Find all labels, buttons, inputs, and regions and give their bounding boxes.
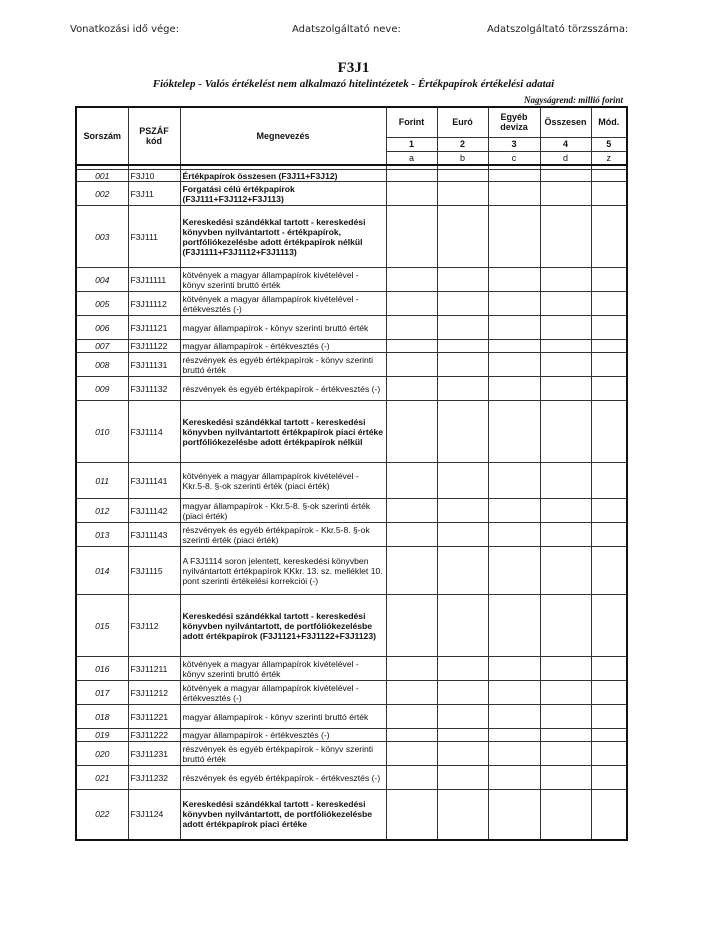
value-cell-mod[interactable]: [591, 340, 627, 353]
row-code: F3J1114: [128, 401, 180, 463]
value-cell-euro[interactable]: [437, 766, 488, 790]
table-row: [76, 499, 627, 523]
value-cell-osszesen[interactable]: [540, 766, 591, 790]
value-cell-egyeb-deviza[interactable]: [488, 790, 540, 840]
value-cell-mod[interactable]: [591, 316, 627, 340]
data-table: [75, 106, 628, 841]
row-code: F3J11221: [128, 705, 180, 729]
row-number: 006: [76, 316, 128, 340]
row-description: részvények és egyéb értékpapírok - értékvesztés (-): [182, 383, 381, 394]
row-description: kötvények a magyar állampapírok kivételével - értékvesztés (-): [182, 682, 359, 703]
row-description: részvények és egyéb értékpapírok - Kkr.5-8. §-ok szerinti érték (piaci érték): [182, 524, 370, 545]
col-letter-c: c: [488, 151, 540, 165]
value-cell-egyeb-deviza[interactable]: [488, 268, 540, 292]
value-cell-egyeb-deviza[interactable]: [488, 742, 540, 766]
row-description-cell: [180, 206, 386, 268]
row-code: F3J11232: [128, 766, 180, 790]
col-header-egyeb-deviza: Egyéb deviza: [488, 107, 540, 137]
value-cell-osszesen[interactable]: [540, 170, 591, 182]
value-cell-osszesen[interactable]: [540, 463, 591, 499]
row-description: Értékpapírok összesen (F3J11+F3J12): [182, 170, 338, 181]
value-cell-mod[interactable]: [591, 401, 627, 463]
row-number: 002: [76, 182, 128, 206]
row-description-cell: [180, 705, 386, 729]
row-description: Kereskedési szándékkal tartott - kereskedési könyvben nyilvántartott - értékpapírok, portfóliókezelésbe adott értékpapírok nélkül (F3J1111+F3J1112+F3J1113): [182, 216, 366, 257]
value-cell-forint[interactable]: [386, 463, 437, 499]
row-code: F3J11131: [128, 353, 180, 377]
col-letter-b: b: [437, 151, 488, 165]
row-description-cell: [180, 292, 386, 316]
value-cell-euro[interactable]: [437, 681, 488, 705]
value-cell-forint[interactable]: [386, 499, 437, 523]
value-cell-euro[interactable]: [437, 316, 488, 340]
value-cell-egyeb-deviza[interactable]: [488, 595, 540, 657]
col-header-osszesen: Összesen: [540, 107, 591, 137]
row-description: Forgatási célú értékpapírok (F3J111+F3J112+F3J113): [182, 183, 295, 204]
row-number: 021: [76, 766, 128, 790]
value-cell-osszesen[interactable]: [540, 790, 591, 840]
value-cell-osszesen[interactable]: [540, 206, 591, 268]
unit-label: Nagyságrend: millió forint: [523, 95, 623, 105]
row-number: 001: [76, 170, 128, 182]
value-cell-mod[interactable]: [591, 766, 627, 790]
value-cell-egyeb-deviza[interactable]: [488, 499, 540, 523]
row-code: F3J11112: [128, 292, 180, 316]
table-row: [76, 523, 627, 547]
value-cell-forint[interactable]: [386, 206, 437, 268]
row-description-cell: [180, 657, 386, 681]
row-description-cell: [180, 499, 386, 523]
value-cell-mod[interactable]: [591, 170, 627, 182]
value-cell-osszesen[interactable]: [540, 340, 591, 353]
provider-id-label: Adatszolgáltató törzsszáma:: [487, 24, 629, 35]
value-cell-egyeb-deviza[interactable]: [488, 401, 540, 463]
value-cell-mod[interactable]: [591, 523, 627, 547]
table-row: [76, 353, 627, 377]
value-cell-egyeb-deviza[interactable]: [488, 206, 540, 268]
value-cell-egyeb-deviza[interactable]: [488, 547, 540, 595]
row-code: F3J11212: [128, 681, 180, 705]
value-cell-euro[interactable]: [437, 377, 488, 401]
period-end-label: Vonatkozási idő vége:: [70, 24, 180, 35]
row-number: 003: [76, 206, 128, 268]
value-cell-egyeb-deviza[interactable]: [488, 292, 540, 316]
value-cell-mod[interactable]: [591, 292, 627, 316]
value-cell-euro[interactable]: [437, 705, 488, 729]
value-cell-mod[interactable]: [591, 595, 627, 657]
row-number: 008: [76, 353, 128, 377]
value-cell-egyeb-deviza[interactable]: [488, 463, 540, 499]
row-description-cell: [180, 523, 386, 547]
row-code: F3J11231: [128, 742, 180, 766]
value-cell-egyeb-deviza[interactable]: [488, 523, 540, 547]
value-cell-osszesen[interactable]: [540, 377, 591, 401]
row-description: magyar állampapírok - könyv szerinti bruttó érték: [182, 711, 369, 722]
value-cell-forint[interactable]: [386, 729, 437, 742]
table-row: [76, 316, 627, 340]
col-header-mod: Mód.: [591, 107, 627, 137]
row-description-cell: [180, 377, 386, 401]
value-cell-euro[interactable]: [437, 206, 488, 268]
col-letter-d: d: [540, 151, 591, 165]
value-cell-forint[interactable]: [386, 353, 437, 377]
value-cell-forint[interactable]: [386, 523, 437, 547]
table-row: [76, 463, 627, 499]
table-row: [76, 657, 627, 681]
row-description-cell: [180, 463, 386, 499]
value-cell-osszesen[interactable]: [540, 316, 591, 340]
value-cell-osszesen[interactable]: [540, 547, 591, 595]
row-description: részvények és egyéb értékpapírok - könyv szerinti bruttó érték: [182, 743, 374, 764]
value-cell-euro[interactable]: [437, 182, 488, 206]
value-cell-forint[interactable]: [386, 705, 437, 729]
value-cell-egyeb-deviza[interactable]: [488, 340, 540, 353]
row-code: F3J111: [128, 206, 180, 268]
row-number: 014: [76, 547, 128, 595]
value-cell-forint[interactable]: [386, 595, 437, 657]
value-cell-osszesen[interactable]: [540, 292, 591, 316]
value-cell-forint[interactable]: [386, 657, 437, 681]
provider-name-label: Adatszolgáltató neve:: [292, 24, 401, 35]
table-row: [76, 595, 627, 657]
col-header-forint: Forint: [386, 107, 437, 137]
col-num-2: 2: [437, 137, 488, 151]
row-description: kötvények a magyar állampapírok kivételével - könyv szerinti bruttó érték: [182, 269, 359, 290]
value-cell-forint[interactable]: [386, 790, 437, 840]
row-code: F3J11111: [128, 268, 180, 292]
table-row: [76, 182, 627, 206]
row-description: A F3J1114 soron jelentett, kereskedési könyvben nyilvántartott értékpapírok KKkr. 13. sz. melléklet 10. pont szerinti értékelési korrekciói (-): [182, 555, 383, 586]
row-number: 011: [76, 463, 128, 499]
row-description: kötvények a magyar állampapírok kivételével - Kkr.5-8. §-ok szerinti érték (piaci érték): [182, 470, 359, 491]
row-code: F3J11141: [128, 463, 180, 499]
value-cell-euro[interactable]: [437, 353, 488, 377]
row-description-cell: [180, 182, 386, 206]
row-code: F3J11122: [128, 340, 180, 353]
form-code: F3J1: [337, 60, 370, 76]
row-description-cell: [180, 340, 386, 353]
value-cell-forint[interactable]: [386, 547, 437, 595]
row-number: 013: [76, 523, 128, 547]
row-description: magyar állampapírok - Kkr.5-8. §-ok szerinti érték (piaci érték): [182, 500, 371, 521]
value-cell-euro[interactable]: [437, 657, 488, 681]
row-description: magyar állampapírok - könyv szerinti bruttó érték: [182, 322, 369, 333]
table-row: [76, 729, 627, 742]
row-number: 022: [76, 790, 128, 840]
value-cell-euro[interactable]: [437, 340, 488, 353]
row-number: 020: [76, 742, 128, 766]
row-number: 018: [76, 705, 128, 729]
table-row: [76, 401, 627, 463]
col-num-4: 4: [540, 137, 591, 151]
row-code: F3J1115: [128, 547, 180, 595]
value-cell-egyeb-deviza[interactable]: [488, 182, 540, 206]
row-number: 012: [76, 499, 128, 523]
value-cell-forint[interactable]: [386, 340, 437, 353]
value-cell-euro[interactable]: [437, 292, 488, 316]
row-description: részvények és egyéb értékpapírok - könyv szerinti bruttó érték: [182, 354, 374, 375]
value-cell-forint[interactable]: [386, 401, 437, 463]
row-number: 015: [76, 595, 128, 657]
value-cell-euro[interactable]: [437, 742, 488, 766]
col-letter-z: z: [591, 151, 627, 165]
row-description-cell: [180, 316, 386, 340]
value-cell-euro[interactable]: [437, 170, 488, 182]
row-description-cell: [180, 268, 386, 292]
table-row: [76, 742, 627, 766]
table-row: [76, 206, 627, 268]
table-row: [76, 681, 627, 705]
row-description: kötvények a magyar állampapírok kivételével - könyv szerinti bruttó érték: [182, 658, 359, 679]
value-cell-osszesen[interactable]: [540, 742, 591, 766]
value-cell-osszesen[interactable]: [540, 268, 591, 292]
value-cell-mod[interactable]: [591, 705, 627, 729]
value-cell-mod[interactable]: [591, 499, 627, 523]
row-code: F3J11222: [128, 729, 180, 742]
value-cell-osszesen[interactable]: [540, 499, 591, 523]
value-cell-egyeb-deviza[interactable]: [488, 377, 540, 401]
table-row: [76, 340, 627, 353]
col-letter-a: a: [386, 151, 437, 165]
value-cell-egyeb-deviza[interactable]: [488, 353, 540, 377]
value-cell-osszesen[interactable]: [540, 523, 591, 547]
value-cell-egyeb-deviza[interactable]: [488, 705, 540, 729]
value-cell-mod[interactable]: [591, 268, 627, 292]
row-description-cell: [180, 595, 386, 657]
table-row: [76, 790, 627, 840]
value-cell-osszesen[interactable]: [540, 353, 591, 377]
value-cell-forint[interactable]: [386, 766, 437, 790]
value-cell-mod[interactable]: [591, 657, 627, 681]
table-row: [76, 705, 627, 729]
row-number: 017: [76, 681, 128, 705]
value-cell-egyeb-deviza[interactable]: [488, 729, 540, 742]
form-title: Fióktelep - Valós értékelést nem alkalmazó hitelintézetek - Értékpapírok értékelési adatai: [152, 78, 555, 90]
value-cell-euro[interactable]: [437, 523, 488, 547]
table-row: [76, 170, 627, 182]
col-header-euro: Euró: [437, 107, 488, 137]
value-cell-mod[interactable]: [591, 790, 627, 840]
value-cell-egyeb-deviza[interactable]: [488, 681, 540, 705]
col-num-1: 1: [386, 137, 437, 151]
value-cell-osszesen[interactable]: [540, 182, 591, 206]
row-number: 004: [76, 268, 128, 292]
table-row: [76, 766, 627, 790]
row-description-cell: [180, 742, 386, 766]
table-row: [76, 547, 627, 595]
row-description-cell: [180, 401, 386, 463]
row-description-cell: [180, 353, 386, 377]
value-cell-forint[interactable]: [386, 316, 437, 340]
row-code: F3J1124: [128, 790, 180, 840]
row-code: F3J112: [128, 595, 180, 657]
value-cell-euro[interactable]: [437, 463, 488, 499]
value-cell-egyeb-deviza[interactable]: [488, 170, 540, 182]
row-description-cell: [180, 790, 386, 840]
row-description: magyar állampapírok - értékvesztés (-): [182, 730, 330, 740]
row-number: 005: [76, 292, 128, 316]
row-description: Kereskedési szándékkal tartott - kereskedési könyvben nyilvántartott, de portfóliókezelésbe adott értékpapírok (F3J1121+F3J1122+F3J1123): [182, 610, 376, 641]
row-description: magyar állampapírok - értékvesztés (-): [182, 341, 330, 351]
row-number: 019: [76, 729, 128, 742]
value-cell-forint[interactable]: [386, 182, 437, 206]
row-code: F3J11132: [128, 377, 180, 401]
value-cell-euro[interactable]: [437, 499, 488, 523]
value-cell-euro[interactable]: [437, 790, 488, 840]
value-cell-forint[interactable]: [386, 170, 437, 182]
row-description-cell: [180, 681, 386, 705]
value-cell-mod[interactable]: [591, 353, 627, 377]
col-header-pszaf-kod: PSZÁF kód: [128, 107, 180, 165]
value-cell-euro[interactable]: [437, 729, 488, 742]
row-number: 016: [76, 657, 128, 681]
value-cell-egyeb-deviza[interactable]: [488, 766, 540, 790]
row-description: kötvények a magyar állampapírok kivételével - értékvesztés (-): [182, 293, 359, 314]
row-description-cell: [180, 766, 386, 790]
row-code: F3J11: [128, 182, 180, 206]
row-description-cell: [180, 729, 386, 742]
value-cell-euro[interactable]: [437, 595, 488, 657]
row-description-cell: [180, 547, 386, 595]
row-number: 010: [76, 401, 128, 463]
row-number: 007: [76, 340, 128, 353]
col-num-5: 5: [591, 137, 627, 151]
col-header-megnevezes: Megnevezés: [180, 107, 386, 165]
value-cell-mod[interactable]: [591, 206, 627, 268]
value-cell-mod[interactable]: [591, 182, 627, 206]
value-cell-euro[interactable]: [437, 401, 488, 463]
row-code: F3J10: [128, 170, 180, 182]
table-row: [76, 377, 627, 401]
value-cell-osszesen[interactable]: [540, 705, 591, 729]
value-cell-egyeb-deviza[interactable]: [488, 316, 540, 340]
value-cell-mod[interactable]: [591, 547, 627, 595]
value-cell-forint[interactable]: [386, 742, 437, 766]
row-number: 009: [76, 377, 128, 401]
row-code: F3J11143: [128, 523, 180, 547]
value-cell-osszesen[interactable]: [540, 681, 591, 705]
value-cell-forint[interactable]: [386, 681, 437, 705]
value-cell-osszesen[interactable]: [540, 401, 591, 463]
value-cell-osszesen[interactable]: [540, 595, 591, 657]
table-row: [76, 292, 627, 316]
row-code: F3J11142: [128, 499, 180, 523]
value-cell-mod[interactable]: [591, 681, 627, 705]
row-code: F3J11121: [128, 316, 180, 340]
value-cell-osszesen[interactable]: [540, 657, 591, 681]
row-description: részvények és egyéb értékpapírok - értékvesztés (-): [182, 772, 381, 783]
row-code: F3J11211: [128, 657, 180, 681]
value-cell-mod[interactable]: [591, 742, 627, 766]
value-cell-forint[interactable]: [386, 377, 437, 401]
value-cell-mod[interactable]: [591, 377, 627, 401]
value-cell-mod[interactable]: [591, 729, 627, 742]
value-cell-forint[interactable]: [386, 268, 437, 292]
value-cell-osszesen[interactable]: [540, 729, 591, 742]
row-description: Kereskedési szándékkal tartott - kereskedési könyvben nyilvántartott értékpapírok piaci értéke portfóliókezelésbe adott értékpapírok nélkül: [182, 416, 384, 447]
row-description-cell: [180, 170, 386, 182]
row-description: Kereskedési szándékkal tartott - kereskedési könyvben nyilvántartott, de portfóliókezelésbe adott értékpapírok piaci értéke: [182, 799, 373, 830]
value-cell-euro[interactable]: [437, 547, 488, 595]
table-row: [76, 268, 627, 292]
value-cell-egyeb-deviza[interactable]: [488, 657, 540, 681]
value-cell-mod[interactable]: [591, 463, 627, 499]
value-cell-forint[interactable]: [386, 292, 437, 316]
col-num-3: 3: [488, 137, 540, 151]
value-cell-euro[interactable]: [437, 268, 488, 292]
col-header-sorszam: Sorszám: [76, 107, 128, 165]
